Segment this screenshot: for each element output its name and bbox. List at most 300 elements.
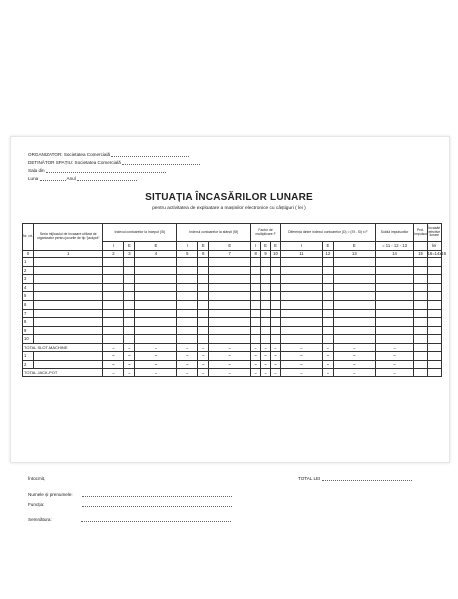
- table-cell[interactable]: [414, 318, 427, 327]
- table-cell[interactable]: [261, 318, 271, 327]
- dash-cell: –: [251, 343, 261, 351]
- table-cell[interactable]: [198, 292, 209, 301]
- table-cell[interactable]: [322, 318, 333, 327]
- table-cell[interactable]: [414, 309, 427, 318]
- table-cell[interactable]: [427, 335, 441, 344]
- table-cell[interactable]: [34, 309, 103, 318]
- table-cell[interactable]: [322, 258, 333, 267]
- table-cell[interactable]: [198, 266, 209, 275]
- table-cell[interactable]: [198, 300, 209, 309]
- table-row: [23, 283, 442, 292]
- table-cell[interactable]: [251, 335, 261, 344]
- table-cell[interactable]: [34, 335, 103, 344]
- column-number: 15: [414, 251, 427, 258]
- table-cell[interactable]: [34, 292, 103, 301]
- table-cell[interactable]: [103, 300, 124, 309]
- signature-blank[interactable]: [81, 517, 231, 522]
- table-cell[interactable]: [427, 343, 441, 351]
- table-cell[interactable]: [177, 292, 198, 301]
- table-cell[interactable]: [103, 335, 124, 344]
- row-number: 3: [23, 275, 34, 284]
- column-number: 4: [135, 251, 177, 258]
- table-cell[interactable]: [280, 292, 322, 301]
- table-cell[interactable]: [280, 326, 322, 335]
- table-cell[interactable]: [135, 266, 177, 275]
- table-cell[interactable]: [135, 318, 177, 327]
- table-cell[interactable]: [414, 360, 427, 369]
- dash-cell: –: [103, 343, 124, 351]
- dash-cell: –: [333, 343, 375, 351]
- table-cell[interactable]: [271, 292, 281, 301]
- dash-cell: –: [280, 343, 322, 351]
- dash-cell: –: [261, 351, 271, 360]
- table-cell[interactable]: [375, 335, 414, 344]
- table-cell[interactable]: [333, 326, 375, 335]
- table-cell[interactable]: [280, 300, 322, 309]
- table-cell[interactable]: [375, 275, 414, 284]
- organizer-blank[interactable]: [111, 152, 189, 157]
- table-cell[interactable]: [333, 283, 375, 292]
- table-cell[interactable]: [333, 292, 375, 301]
- column-number: 1: [34, 251, 103, 258]
- table-cell[interactable]: [261, 309, 271, 318]
- dash-cell: –: [198, 369, 209, 377]
- table-cell[interactable]: [124, 292, 135, 301]
- table-cell[interactable]: [427, 292, 441, 301]
- table-cell[interactable]: [251, 275, 261, 284]
- sub-e: E: [124, 242, 135, 251]
- table-cell[interactable]: [209, 292, 251, 301]
- total-slot-label: TOTAL SLOT-MACHINE: [23, 343, 103, 351]
- column-number: 13: [333, 251, 375, 258]
- table-row: [23, 318, 442, 327]
- table-cell[interactable]: [209, 309, 251, 318]
- table-cell[interactable]: [375, 258, 414, 267]
- table-cell[interactable]: [414, 369, 427, 377]
- col-balance-header: Soldul impulsurilor: [375, 224, 414, 242]
- table-cell[interactable]: [271, 300, 281, 309]
- table-cell[interactable]: [280, 258, 322, 267]
- dash-cell: –: [322, 369, 333, 377]
- column-number: 8: [251, 251, 261, 258]
- table-cell[interactable]: [427, 351, 441, 360]
- row-number: 2: [23, 266, 34, 275]
- row-number: 7: [23, 309, 34, 318]
- table-cell[interactable]: [251, 292, 261, 301]
- table-cell[interactable]: [427, 360, 441, 369]
- dash-cell: –: [103, 360, 124, 369]
- column-number: 7: [209, 251, 251, 258]
- table-cell[interactable]: [271, 266, 281, 275]
- column-number: 12: [322, 251, 333, 258]
- table-cell[interactable]: [333, 318, 375, 327]
- column-number: 11: [280, 251, 322, 258]
- dash-cell: –: [124, 369, 135, 377]
- row-number: 1: [23, 258, 34, 267]
- table-cell[interactable]: [209, 326, 251, 335]
- table-cell[interactable]: [251, 309, 261, 318]
- dash-cell: –: [177, 343, 198, 351]
- sub-e: E: [261, 242, 271, 251]
- table-cell[interactable]: [375, 318, 414, 327]
- sub-i: I: [177, 242, 198, 251]
- table-cell[interactable]: [177, 326, 198, 335]
- jackpot-rows: [23, 351, 442, 368]
- table-row: [23, 258, 442, 267]
- table-row: [23, 266, 442, 275]
- table-cell[interactable]: [414, 266, 427, 275]
- table-cell[interactable]: [209, 275, 251, 284]
- table-row: [23, 309, 442, 318]
- table-cell[interactable]: [414, 292, 427, 301]
- table-cell[interactable]: [280, 266, 322, 275]
- table-cell[interactable]: [427, 266, 441, 275]
- table-cell[interactable]: [209, 258, 251, 267]
- table-cell[interactable]: [375, 309, 414, 318]
- table-cell[interactable]: [198, 309, 209, 318]
- table-cell[interactable]: [427, 309, 441, 318]
- table-cell[interactable]: [198, 275, 209, 284]
- table-cell[interactable]: [271, 275, 281, 284]
- table-cell[interactable]: [209, 266, 251, 275]
- table-cell[interactable]: [177, 309, 198, 318]
- dash-cell: –: [177, 360, 198, 369]
- total-lei-line: [298, 476, 412, 481]
- table-cell[interactable]: [135, 326, 177, 335]
- col-start-index-header: Indexul contoarelor la început (Si): [103, 224, 177, 242]
- table-cell[interactable]: [251, 318, 261, 327]
- table-cell[interactable]: [135, 300, 177, 309]
- table-cell[interactable]: [427, 369, 441, 377]
- holder-blank[interactable]: [122, 160, 200, 165]
- sub-e-lower: E: [333, 242, 375, 251]
- table-cell[interactable]: [280, 318, 322, 327]
- organizer-line: [28, 152, 189, 157]
- table-cell[interactable]: [198, 283, 209, 292]
- dash-cell: –: [209, 369, 251, 377]
- form-subtitle: pentru activitatea de exploatare a mașinilor electronice cu câștiguri ( lei ): [152, 206, 306, 211]
- table-cell[interactable]: [209, 283, 251, 292]
- dash-cell: –: [135, 360, 177, 369]
- table-cell[interactable]: [333, 275, 375, 284]
- column-number: 0: [23, 251, 34, 258]
- dash-cell: –: [198, 360, 209, 369]
- table-cell[interactable]: [198, 326, 209, 335]
- jackpot-row: [23, 360, 442, 369]
- dash-cell: –: [375, 343, 414, 351]
- dash-cell: –: [135, 369, 177, 377]
- table-cell[interactable]: [198, 258, 209, 267]
- dash-cell: –: [280, 369, 322, 377]
- dash-cell: –: [280, 351, 322, 360]
- row-number: 9: [23, 326, 34, 335]
- dash-cell: –: [322, 343, 333, 351]
- table-cell[interactable]: [271, 258, 281, 267]
- sub-i: I: [103, 242, 124, 251]
- column-number: 16=14x15: [427, 251, 447, 257]
- table-cell[interactable]: [103, 283, 124, 292]
- table-cell[interactable]: [34, 266, 103, 275]
- table-cell[interactable]: [124, 283, 135, 292]
- table-cell[interactable]: [198, 335, 209, 344]
- table-row: [23, 326, 442, 335]
- dash-cell: –: [271, 343, 281, 351]
- row-number: 6: [23, 300, 34, 309]
- table-cell[interactable]: [209, 335, 251, 344]
- table-cell[interactable]: [427, 258, 441, 267]
- table-cell[interactable]: [333, 309, 375, 318]
- table-row: [23, 275, 442, 284]
- table-cell[interactable]: [135, 292, 177, 301]
- sub-e-lower: E: [135, 242, 177, 251]
- dash-cell: –: [177, 351, 198, 360]
- hall-label: Sala din: [28, 168, 45, 173]
- table-cell[interactable]: [135, 258, 177, 267]
- sub-balance: = 11 - 12 - 13: [375, 242, 414, 251]
- table-row: [23, 335, 442, 344]
- table-cell[interactable]: [124, 326, 135, 335]
- table-cell[interactable]: [271, 318, 281, 327]
- dash-cell: –: [135, 351, 177, 360]
- table-cell[interactable]: [280, 283, 322, 292]
- table-cell[interactable]: [198, 318, 209, 327]
- function-line: [28, 502, 232, 507]
- table-cell[interactable]: [251, 258, 261, 267]
- table-cell[interactable]: [414, 283, 427, 292]
- dash-cell: –: [198, 351, 209, 360]
- table-cell[interactable]: [103, 318, 124, 327]
- table-cell[interactable]: [135, 275, 177, 284]
- table-cell[interactable]: [271, 335, 281, 344]
- table-cell[interactable]: [333, 258, 375, 267]
- table-cell[interactable]: [427, 283, 441, 292]
- table-cell[interactable]: [103, 258, 124, 267]
- table-cell[interactable]: [427, 326, 441, 335]
- dash-cell: –: [103, 369, 124, 377]
- row-number: 1: [23, 351, 34, 360]
- table-cell[interactable]: [271, 309, 281, 318]
- table-cell[interactable]: [414, 258, 427, 267]
- table-cell[interactable]: [124, 318, 135, 327]
- year-blank[interactable]: [77, 176, 137, 181]
- table-cell[interactable]: [34, 318, 103, 327]
- dash-cell: –: [333, 369, 375, 377]
- table-cell[interactable]: [135, 283, 177, 292]
- table-cell[interactable]: [261, 292, 271, 301]
- table-cell[interactable]: [261, 258, 271, 267]
- year-label: Anul: [66, 176, 76, 181]
- table-cell[interactable]: [322, 335, 333, 344]
- table-cell[interactable]: [177, 335, 198, 344]
- dash-cell: –: [209, 360, 251, 369]
- dash-cell: –: [251, 369, 261, 377]
- table-cell[interactable]: [251, 300, 261, 309]
- table-cell[interactable]: [322, 275, 333, 284]
- table-cell[interactable]: [375, 266, 414, 275]
- table-cell[interactable]: [135, 335, 177, 344]
- table-cell[interactable]: [261, 275, 271, 284]
- table-cell[interactable]: [280, 309, 322, 318]
- table-cell[interactable]: [375, 292, 414, 301]
- dash-cell: –: [177, 369, 198, 377]
- table-cell[interactable]: [322, 326, 333, 335]
- dash-cell: –: [375, 369, 414, 377]
- table-cell[interactable]: [261, 326, 271, 335]
- holder-line: [28, 160, 200, 165]
- dash-cell: –: [261, 369, 271, 377]
- table-cell[interactable]: [34, 283, 103, 292]
- table-cell[interactable]: [34, 360, 103, 369]
- organizer-label: ORGANIZATOR: Societatea Comercială: [28, 152, 111, 157]
- table-cell[interactable]: [177, 318, 198, 327]
- form-title: SITUAȚIA ÎNCASĂRILOR LUNARE: [145, 192, 313, 203]
- table-cell[interactable]: [34, 258, 103, 267]
- sub-i: I: [251, 242, 261, 251]
- table-cell[interactable]: [271, 283, 281, 292]
- row-number: 5: [23, 292, 34, 301]
- table-cell[interactable]: [375, 283, 414, 292]
- dash-cell: –: [198, 343, 209, 351]
- col-nr-header: Nr. crt.: [23, 224, 34, 251]
- table-cell[interactable]: [271, 326, 281, 335]
- table-cell[interactable]: [261, 300, 271, 309]
- table-cell[interactable]: [427, 318, 441, 327]
- month-year-line: [28, 176, 137, 181]
- table-cell[interactable]: [177, 300, 198, 309]
- column-number: 3: [124, 251, 135, 258]
- sub-lei: lei: [427, 242, 441, 251]
- table-cell[interactable]: [375, 300, 414, 309]
- row-number: 2: [23, 360, 34, 369]
- function-label: Funcția:: [28, 502, 45, 507]
- table-cell[interactable]: [177, 258, 198, 267]
- col-factor-header: Factor de multiplicare F: [251, 224, 281, 242]
- col-end-index-header: Indexul contoarelor la sfârșit (Sf): [177, 224, 251, 242]
- hall-blank[interactable]: [46, 168, 166, 173]
- table-cell[interactable]: [280, 275, 322, 284]
- month-blank[interactable]: [40, 176, 66, 181]
- total-jackpot-label: TOTAL JACK-POT: [23, 369, 103, 377]
- dash-cell: –: [124, 351, 135, 360]
- table-cell[interactable]: [414, 351, 427, 360]
- table-cell[interactable]: [124, 275, 135, 284]
- receipts-table: [22, 223, 447, 377]
- dash-cell: –: [261, 343, 271, 351]
- table-cell[interactable]: [34, 351, 103, 360]
- signature-label: Semnătura:: [28, 517, 52, 522]
- dash-cell: –: [251, 351, 261, 360]
- sub-e-lower: E: [209, 242, 251, 251]
- table-cell[interactable]: [177, 266, 198, 275]
- sub-e-lower: E: [271, 242, 281, 251]
- table-cell[interactable]: [427, 275, 441, 284]
- table-cell[interactable]: [414, 300, 427, 309]
- holder-label: DETINĂTOR SPAȚIU: Societatea Comercială: [28, 160, 121, 165]
- table-row: [23, 300, 442, 309]
- table-cell[interactable]: [322, 283, 333, 292]
- name-blank[interactable]: [82, 492, 232, 497]
- table-cell[interactable]: [414, 326, 427, 335]
- dash-cell: –: [271, 369, 281, 377]
- dash-cell: –: [375, 360, 414, 369]
- column-number: 9: [261, 251, 271, 258]
- table-cell[interactable]: [124, 300, 135, 309]
- dash-cell: –: [271, 351, 281, 360]
- row-number: 8: [23, 318, 34, 327]
- table-cell[interactable]: [103, 326, 124, 335]
- row-number: 10: [23, 335, 34, 344]
- table-row: [23, 292, 442, 301]
- total-lei-label: TOTAL LEI: [298, 476, 321, 481]
- jackpot-row: [23, 351, 442, 360]
- col-diff-header: Diferența dintre indexul contoarelor (D) = (Sf - Si) x F: [280, 224, 375, 242]
- table-cell[interactable]: [251, 266, 261, 275]
- dash-cell: –: [124, 360, 135, 369]
- table-cell[interactable]: [124, 335, 135, 344]
- dash-cell: –: [322, 351, 333, 360]
- table-cell[interactable]: [375, 326, 414, 335]
- table-cell[interactable]: [322, 309, 333, 318]
- dash-cell: –: [333, 351, 375, 360]
- table-cell[interactable]: [333, 335, 375, 344]
- table-cell[interactable]: [333, 266, 375, 275]
- table-cell[interactable]: [280, 335, 322, 344]
- table-cell[interactable]: [251, 283, 261, 292]
- dash-cell: –: [209, 343, 251, 351]
- total-lei-blank[interactable]: [322, 476, 412, 481]
- table-cell[interactable]: [209, 318, 251, 327]
- table-cell[interactable]: [414, 275, 427, 284]
- table-cell[interactable]: [427, 300, 441, 309]
- sub-empty: [414, 242, 427, 251]
- table-cell[interactable]: [261, 335, 271, 344]
- function-blank[interactable]: [82, 502, 232, 507]
- table-cell[interactable]: [124, 266, 135, 275]
- hall-line: [28, 168, 166, 173]
- table-cell[interactable]: [177, 275, 198, 284]
- table-cell[interactable]: [333, 300, 375, 309]
- col-series-header: Seria mijlocului de încasare utilizat de organizator pentru jocurile de tip "jackpot": [34, 224, 103, 251]
- table-cell[interactable]: [103, 309, 124, 318]
- total-jackpot-row: [23, 369, 442, 377]
- table-cell[interactable]: [34, 326, 103, 335]
- table-cell[interactable]: [103, 266, 124, 275]
- total-slot-row: [23, 343, 442, 351]
- table-cell[interactable]: [34, 275, 103, 284]
- table-cell[interactable]: [322, 292, 333, 301]
- table-cell[interactable]: [177, 283, 198, 292]
- column-number: 10: [271, 251, 281, 258]
- table-cell[interactable]: [135, 309, 177, 318]
- table-cell[interactable]: [103, 292, 124, 301]
- table-cell[interactable]: [322, 300, 333, 309]
- dash-cell: –: [251, 360, 261, 369]
- table-cell[interactable]: [261, 266, 271, 275]
- table-cell[interactable]: [322, 266, 333, 275]
- table-cell[interactable]: [414, 343, 427, 351]
- table-cell[interactable]: [414, 335, 427, 344]
- table-cell[interactable]: [261, 283, 271, 292]
- signature-line: [28, 517, 231, 522]
- table-cell[interactable]: [124, 258, 135, 267]
- table-cell[interactable]: [251, 326, 261, 335]
- table-cell[interactable]: [209, 300, 251, 309]
- column-number: 5: [177, 251, 198, 258]
- table-cell[interactable]: [124, 309, 135, 318]
- table-cell[interactable]: [103, 275, 124, 284]
- table-cell[interactable]: [34, 300, 103, 309]
- sub-e: E: [198, 242, 209, 251]
